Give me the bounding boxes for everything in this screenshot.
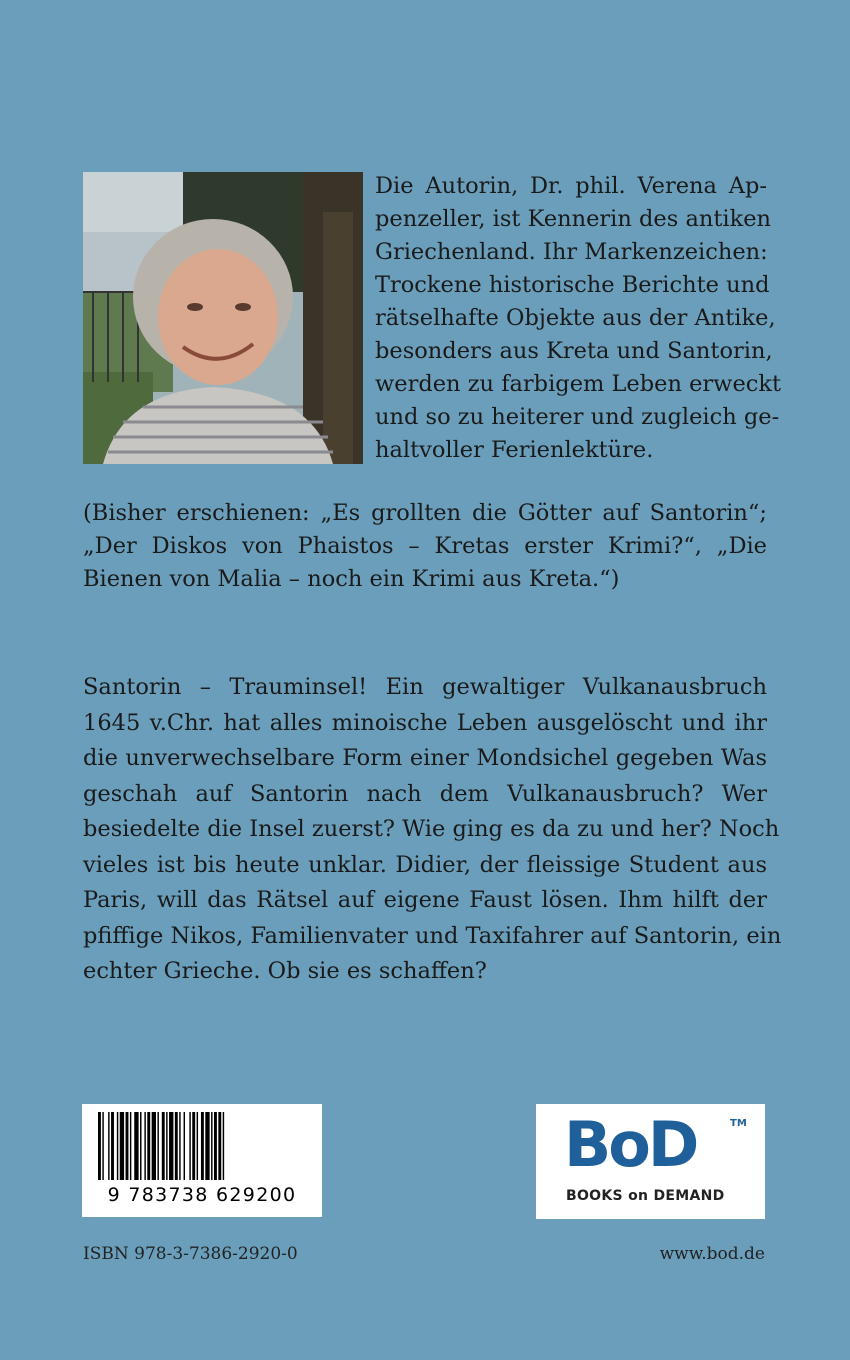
barcode-bar xyxy=(211,1112,212,1180)
blurb-line: geschah auf Santorin nach dem Vulkanausbruch? Wer xyxy=(83,780,767,807)
trademark-mark: TM xyxy=(730,1118,747,1129)
barcode-bar xyxy=(120,1112,124,1180)
bio-line: rätselhafte Objekte aus der Antike, xyxy=(375,305,776,331)
blurb-line: Santorin – Trauminsel! Ein gewaltiger Vulkanausbruch xyxy=(83,674,767,700)
works-line: „Der Diskos von Phaistos – Kretas erster Krimi?“, „Die xyxy=(83,533,767,559)
book-blurb xyxy=(83,670,782,990)
barcode-bar xyxy=(214,1112,217,1180)
publisher-website: www.bod.de xyxy=(659,1244,765,1264)
blurb-line: pfiffige Nikos, Familienvater und Taxifahrer auf Santorin, ein xyxy=(83,922,782,949)
publisher-name: BOOKS on DEMAND xyxy=(566,1188,725,1204)
barcode-digits: 9 783738 629200 xyxy=(107,1184,297,1206)
barcode-bar xyxy=(102,1112,103,1180)
barcode-bar xyxy=(223,1112,224,1180)
barcode-bar xyxy=(205,1112,209,1180)
barcode-bar xyxy=(126,1112,129,1180)
previous-works xyxy=(83,497,767,596)
barcode-bar xyxy=(134,1112,138,1180)
blurb-line: Paris, will das Rätsel auf eigene Faust lösen. Ihm hilft der xyxy=(83,887,767,913)
barcode-bar xyxy=(184,1112,185,1180)
barcode-bar xyxy=(179,1112,180,1180)
bio-line: Griechenland. Ihr Markenzeichen: xyxy=(375,239,768,265)
barcode-bar xyxy=(130,1112,131,1180)
blurb-line: besiedelte die Insel zuerst? Wie ging es da zu und her? Noch xyxy=(83,816,780,842)
barcode-bar xyxy=(197,1112,198,1180)
barcode-bar xyxy=(162,1112,165,1180)
barcode-bar xyxy=(157,1112,158,1180)
barcode-bar xyxy=(98,1112,101,1180)
bio-line: Die Autorin, Dr. phil. Verena Ap- xyxy=(375,173,767,199)
blurb-line: vieles ist bis heute unklar. Didier, der fleissige Student aus xyxy=(83,851,767,878)
barcode-bar xyxy=(189,1112,190,1180)
author-bio xyxy=(375,170,782,467)
barcode-bar xyxy=(144,1112,145,1180)
barcode-bar xyxy=(201,1112,204,1180)
barcode-bar xyxy=(152,1112,156,1180)
blurb-line: die unverwechselbare Form einer Mondsichel gegeben Was xyxy=(83,745,767,771)
bio-line: haltvoller Ferienlektüre. xyxy=(375,437,654,463)
barcode xyxy=(82,1104,322,1217)
barcode-bar xyxy=(192,1112,195,1180)
works-line: Bienen von Malia – noch ein Krimi aus Kreta.“) xyxy=(83,566,620,592)
barcode-bar xyxy=(218,1112,221,1180)
barcode-bar xyxy=(140,1112,141,1180)
works-line: (Bisher erschienen: „Es grollten die Götter auf Santorin“; xyxy=(83,500,767,526)
bod-logo-text: BoD xyxy=(564,1108,697,1181)
blurb-line: echter Grieche. Ob sie es schaffen? xyxy=(83,958,487,984)
barcode-bar xyxy=(166,1112,167,1180)
isbn-number: ISBN 978-3-7386-2920-0 xyxy=(83,1244,298,1264)
barcode-bar xyxy=(147,1112,150,1180)
bio-line: besonders aus Kreta und Santorin, xyxy=(375,338,773,364)
bio-line: Trockene historische Berichte und xyxy=(375,272,770,298)
barcode-bar xyxy=(111,1112,114,1180)
blurb-line: 1645 v.Chr. hat alles minoische Leben ausgelöscht und ihr xyxy=(83,709,767,736)
bio-line: werden zu farbigem Leben erweckt xyxy=(375,371,782,397)
barcode-bar xyxy=(169,1112,173,1180)
barcode-bar xyxy=(175,1112,178,1180)
author-photo xyxy=(83,172,363,464)
bio-line: und so zu heiterer und zugleich ge- xyxy=(375,404,780,430)
publisher-logo xyxy=(536,1104,765,1219)
bio-line: penzeller, ist Kennerin des antiken xyxy=(375,206,772,232)
barcode-bar xyxy=(117,1112,118,1180)
barcode-bar xyxy=(108,1112,109,1180)
